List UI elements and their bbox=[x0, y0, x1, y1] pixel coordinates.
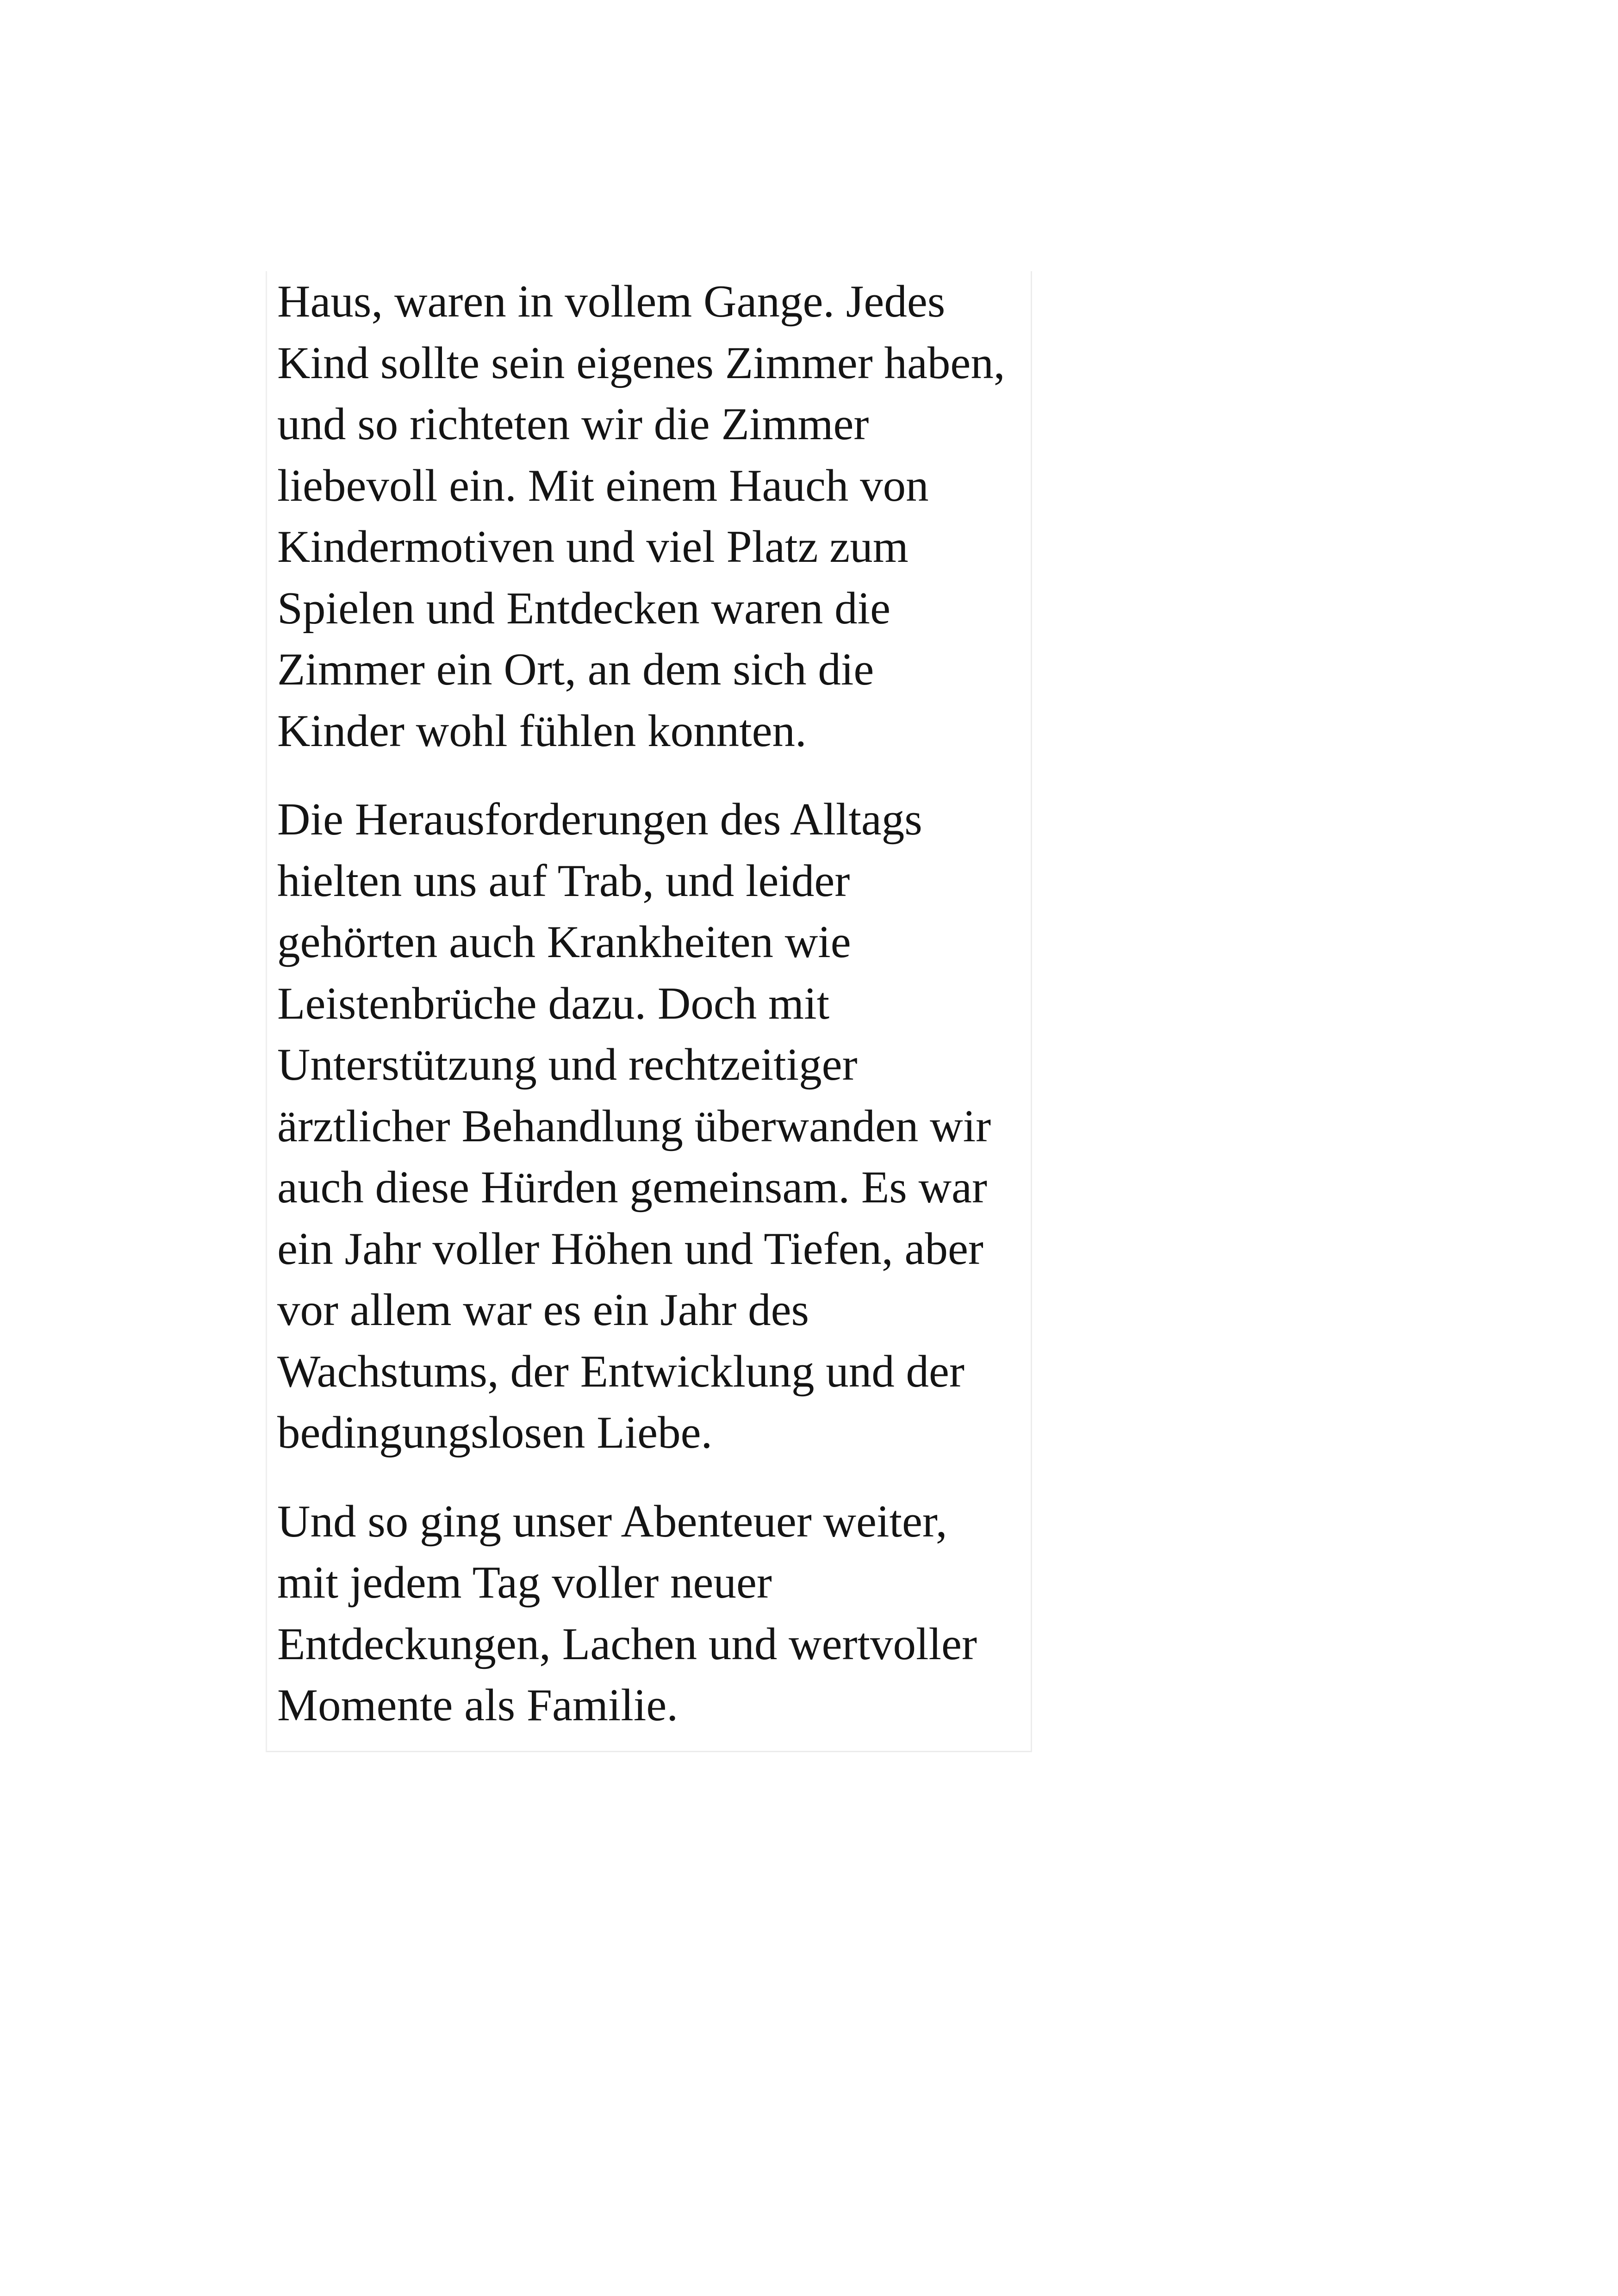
text-line: bedingungslosen Liebe. bbox=[277, 1407, 713, 1458]
text-frame bbox=[266, 271, 1032, 1752]
text-line: Kindermotiven und viel Platz zum bbox=[277, 522, 909, 572]
text-line: ein Jahr voller Höhen und Tiefen, aber bbox=[277, 1223, 983, 1274]
text-line: Kind sollte sein eigenes Zimmer haben, bbox=[277, 337, 1005, 388]
text-line: Zimmer ein Ort, an dem sich die bbox=[277, 644, 874, 695]
text-line: liebevoll ein. Mit einem Hauch von bbox=[277, 460, 929, 511]
text-line: und so richteten wir die Zimmer bbox=[277, 399, 869, 449]
text-line: vor allem war es ein Jahr des bbox=[277, 1285, 809, 1335]
text-line: Entdeckungen, Lachen und wertvoller bbox=[277, 1618, 977, 1669]
text-line: Und so ging unser Abenteuer weiter, bbox=[277, 1496, 947, 1547]
text-line: Momente als Familie. bbox=[277, 1680, 678, 1730]
text-line: Spielen und Entdecken waren die bbox=[277, 583, 891, 634]
text-line: mit jedem Tag voller neuer bbox=[277, 1557, 772, 1608]
paragraph-3 bbox=[277, 1491, 1031, 1736]
text-line: Haus, waren in vollem Gange. Jedes bbox=[277, 276, 946, 327]
paragraph-1 bbox=[277, 271, 1031, 762]
text-line: gehörten auch Krankheiten wie bbox=[277, 917, 851, 967]
text-line: ärztlicher Behandlung überwanden wir bbox=[277, 1101, 991, 1151]
text-line: Kinder wohl fühlen konnten. bbox=[277, 705, 807, 756]
text-line: auch diese Hürden gemeinsam. Es war bbox=[277, 1162, 987, 1213]
text-line: Wachstums, der Entwicklung und der bbox=[277, 1346, 965, 1397]
paragraph-2 bbox=[277, 789, 1031, 1464]
text-line: hielten uns auf Trab, und leider bbox=[277, 855, 850, 906]
text-line: Unterstützung und rechtzeitiger bbox=[277, 1039, 858, 1090]
text-line: Die Herausforderungen des Alltags bbox=[277, 794, 922, 845]
text-line: Leistenbrüche dazu. Doch mit bbox=[277, 978, 830, 1029]
